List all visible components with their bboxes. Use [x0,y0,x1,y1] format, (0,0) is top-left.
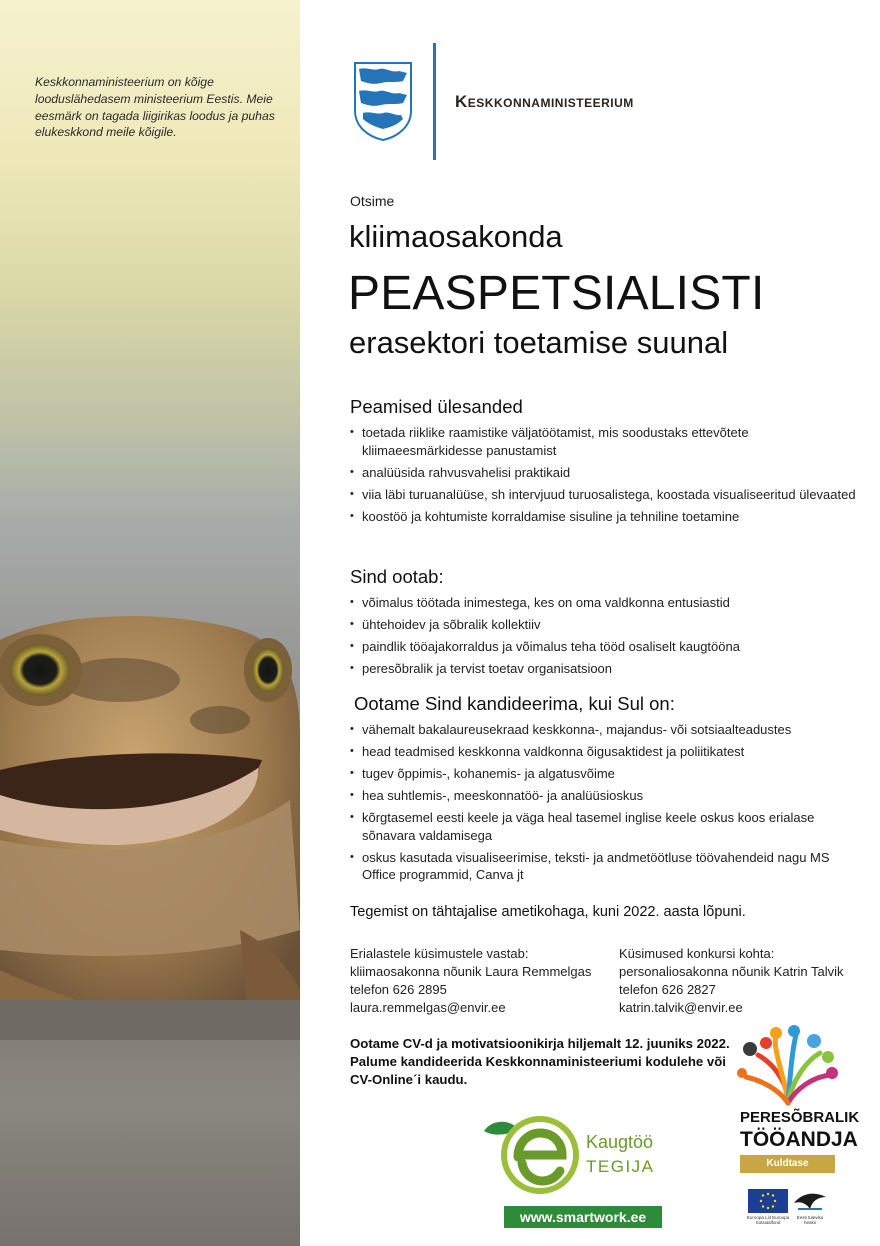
kaugtoo-text [586,1132,655,1177]
list-item: • paindlik tööajakorraldus ja võimalus teha tööd osaliselt kaugtööna [350,638,860,656]
family-friendly-line-2: TÖÖANDJA [740,1128,858,1151]
offer-list [350,594,860,678]
tasks-list [350,424,860,525]
list-item: • kõrgtasemel eesti keele ja väga heal tasemel inglise keele oskus koos erialase sõnavara valdamisega [350,809,860,844]
estonia-swallow-icon [792,1189,828,1215]
ministry-name: Keskkonnaministeerium [455,92,634,111]
kaugtoo-line-1: Kaugtöö [586,1132,654,1152]
family-friendly-title [740,1107,859,1151]
family-tree-icon [736,1025,840,1107]
list-item: • võimalus töötada inimestega, kes on oma valdkonna entusiastid [350,594,860,612]
contact-hr-label: Küsimused konkursi kohta: [619,946,775,961]
contact-hr-phone: telefon 626 2827 [619,982,716,997]
list-item: • ühtehoidev ja sõbralik kollektiiv [350,616,860,634]
list-item: • analüüsida rahvusvahelisi praktikaid [350,464,860,482]
gold-level-badge: Kuldtase [740,1155,835,1173]
tasks-section [350,396,860,530]
frog-photo-panel [0,0,300,1246]
list-item: • head teadmised keskkonna valdkonna õigusaktidest ja poliitikatest [350,743,860,761]
offer-heading: Sind ootab: [350,566,444,587]
coat-of-arms-logo [351,61,415,141]
deadline-line-2: Palume kandideerida Keskkonnaministeeriumi kodulehe või [350,1054,726,1069]
list-item: • tugev õppimis-, kohanemis- ja algatusvõime [350,765,860,783]
contact-hr-email[interactable]: katrin.talvik@envir.ee [619,1000,743,1015]
list-item: • toetada riiklike raamistike väljatöötamist, mis soodustaks ettevõtete kliimaeesmärkidesse panustamist [350,424,860,459]
department-title: kliimaosakonda [349,219,563,254]
position-title: PEASPETSIALISTI [348,267,765,320]
list-item: • peresõbralik ja tervist toetav organisatsioon [350,660,860,678]
family-friendly-employer-logo [736,1025,860,1225]
contact-expert-phone: telefon 626 2895 [350,982,447,997]
seeking-label: Otsime [350,193,395,209]
e-leaf-icon [478,1113,582,1199]
tasks-heading: Peamised ülesanded [350,396,523,417]
contact-expert [350,945,591,1017]
deadline-line-1: Ootame CV-d ja motivatsioonikirja hiljemalt 12. juuniks 2022. [350,1036,730,1051]
contact-hr [619,945,844,1017]
kaugtoo-tegija-logo [478,1113,668,1233]
application-deadline [350,1035,730,1089]
estonia-caption: Eesti tuleviku heaks [796,1215,824,1225]
logo-divider [433,43,436,160]
deadline-line-3: CV-Online´i kaudu. [350,1072,468,1087]
intro-text: Keskkonnaministeerium on kõige looduslähedasem ministeerium Eestis. Meie eesmärk on tagada liigirikas loodus ja puhas elukeskkond meile kõigile. [35,75,275,140]
list-item: • oskus kasutada visualiseerimise, teksti- ja andmetöötluse töövahendeid nagu MS Office programmid, Canva jt [350,849,860,884]
fixed-term-note: Tegemist on tähtajalise ametikohaga, kuni 2022. aasta lõpuni. [350,904,746,920]
direction-title: erasektori toetamise suunal [349,325,729,360]
list-item: • viia läbi turuanalüüse, sh intervjuud turuosalistega, koostada visualiseeritud ülevaated [350,486,860,504]
list-item: • hea suhtlemis-, meeskonnatöö- ja analüüsioskus [350,787,860,805]
frog-image [0,600,300,1040]
contact-expert-name: kliimaosakonna nõunik Laura Remmelgas [350,964,592,979]
contact-expert-label: Erialastele küsimustele vastab: [350,946,529,961]
list-item: • vähemalt bakalaureusekraad keskkonna-, majandus- või sotsiaalteadustes [350,721,860,739]
contact-expert-email[interactable]: laura.remmelgas@envir.ee [350,1000,506,1015]
family-friendly-line-1: PERESÕBRALIK [740,1109,860,1126]
requirements-list [350,721,860,884]
eu-caption: Euroopa Liit Euroopa Sotsiaalfond [746,1215,790,1225]
smartwork-link[interactable]: www.smartwork.ee [504,1206,662,1228]
eu-flag-icon [748,1189,788,1213]
list-item: • koostöö ja kohtumiste korraldamise sisuline ja tehniline toetamine [350,508,860,526]
kaugtoo-line-2: TEGIJA [586,1157,655,1176]
offer-section [350,566,860,682]
contact-hr-name: personaliosakonna nõunik Katrin Talvik [619,964,844,979]
requirements-section [350,693,860,888]
requirements-heading: Ootame Sind kandideerima, kui Sul on: [354,693,675,714]
